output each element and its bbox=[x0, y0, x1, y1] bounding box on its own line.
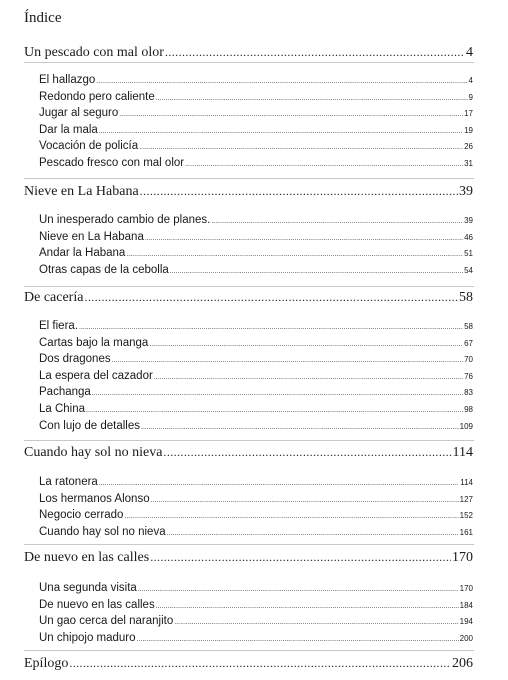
dot-leader bbox=[137, 633, 459, 647]
section-entry[interactable] bbox=[39, 123, 473, 139]
section-entry-page-number: 58 bbox=[464, 322, 473, 331]
section-entry-page-number: 152 bbox=[459, 511, 473, 520]
section-entry-page-number: 98 bbox=[464, 405, 473, 414]
dot-leader bbox=[149, 338, 463, 352]
dot-leader bbox=[211, 215, 463, 229]
section-entry-title: Nieve en La Habana bbox=[39, 231, 144, 243]
dot-leader bbox=[138, 583, 459, 597]
section-entry-page-number: 70 bbox=[464, 355, 473, 364]
dot-leader bbox=[141, 421, 459, 435]
chapter-entry-title: Epílogo bbox=[24, 656, 69, 671]
section-entry[interactable] bbox=[39, 73, 473, 89]
dot-leader bbox=[99, 477, 459, 491]
section-entry-page-number: 46 bbox=[464, 233, 473, 242]
section-entry[interactable] bbox=[39, 263, 473, 279]
section-entry[interactable] bbox=[39, 336, 473, 352]
dot-leader bbox=[86, 404, 463, 418]
section-entry-title: Pachanga bbox=[39, 386, 91, 398]
chapter-entry[interactable] bbox=[24, 44, 473, 61]
section-entry[interactable] bbox=[39, 213, 473, 229]
chapter-divider bbox=[24, 286, 474, 287]
section-entry-title: Redondo pero caliente bbox=[39, 91, 155, 103]
section-entry-page-number: 4 bbox=[468, 76, 473, 85]
chapter-entry-title: Cuando hay sol no nieva bbox=[24, 445, 163, 460]
chapter-divider bbox=[24, 62, 474, 63]
section-entry-title: Los hermanos Alonso bbox=[39, 493, 150, 505]
chapter-divider bbox=[24, 178, 474, 179]
section-entry-page-number: 51 bbox=[464, 249, 473, 258]
section-entry[interactable] bbox=[39, 492, 473, 508]
chapter-entry[interactable] bbox=[24, 289, 473, 306]
dot-leader bbox=[124, 510, 458, 524]
section-entry[interactable] bbox=[39, 419, 473, 435]
section-entry-page-number: 9 bbox=[468, 93, 473, 102]
dot-leader bbox=[170, 265, 463, 279]
section-entry-page-number: 76 bbox=[464, 372, 473, 381]
chapter-entry-title: De nuevo en las calles bbox=[24, 550, 150, 565]
chapter-entry[interactable] bbox=[24, 183, 473, 200]
chapter-divider bbox=[24, 440, 474, 441]
section-entry-title: Una segunda visita bbox=[39, 582, 137, 594]
section-entry-title: Negocio cerrado bbox=[39, 509, 124, 521]
section-entry-title: Cuando hay sol no nieva bbox=[39, 526, 166, 538]
section-entry[interactable] bbox=[39, 106, 473, 122]
section-entry-page-number: 19 bbox=[464, 126, 473, 135]
dot-leader bbox=[79, 321, 463, 335]
dot-leader bbox=[96, 75, 467, 89]
dot-leader bbox=[156, 92, 468, 106]
section-entry-title: Un chipojo maduro bbox=[39, 632, 136, 644]
chapter-divider bbox=[24, 544, 474, 545]
dot-leader bbox=[163, 444, 451, 461]
dot-leader bbox=[167, 527, 459, 541]
section-entry-title: Un gao cerca del naranjito bbox=[39, 615, 174, 627]
section-entry[interactable] bbox=[39, 631, 473, 647]
dot-leader bbox=[140, 183, 458, 200]
chapter-entry-page-number: 170 bbox=[452, 550, 473, 565]
section-entry-title: El hallazgo bbox=[39, 74, 96, 86]
section-entry[interactable] bbox=[39, 156, 473, 172]
section-entry-title: La ratonera bbox=[39, 476, 98, 488]
section-entry-title: La espera del cazador bbox=[39, 370, 153, 382]
dot-leader bbox=[99, 125, 463, 139]
chapter-entry-page-number: 58 bbox=[459, 290, 473, 305]
section-entry[interactable] bbox=[39, 385, 473, 401]
section-entry[interactable] bbox=[39, 614, 473, 630]
chapter-entry-page-number: 39 bbox=[459, 184, 473, 199]
chapter-entry[interactable] bbox=[24, 655, 473, 672]
chapter-entry[interactable] bbox=[24, 444, 473, 461]
section-entry[interactable] bbox=[39, 352, 473, 368]
dot-leader bbox=[84, 289, 458, 306]
dot-leader bbox=[174, 616, 458, 630]
section-entry-title: El fiera. bbox=[39, 320, 78, 332]
section-entry-page-number: 54 bbox=[464, 266, 473, 275]
page-title: Índice bbox=[24, 10, 62, 26]
dot-leader bbox=[156, 600, 459, 614]
section-entry-page-number: 170 bbox=[459, 584, 473, 593]
section-entry[interactable] bbox=[39, 139, 473, 155]
dot-leader bbox=[154, 371, 463, 385]
section-entry-title: Pescado fresco con mal olor bbox=[39, 157, 185, 169]
chapter-entry-page-number: 206 bbox=[452, 656, 473, 671]
dot-leader bbox=[69, 655, 451, 672]
dot-leader bbox=[151, 494, 459, 508]
section-entry-page-number: 194 bbox=[459, 617, 473, 626]
section-entry-title: Otras capas de la cebolla bbox=[39, 264, 169, 276]
section-entry-title: Andar la Habana bbox=[39, 247, 126, 259]
section-entry-page-number: 67 bbox=[464, 339, 473, 348]
dot-leader bbox=[145, 232, 463, 246]
section-entry[interactable] bbox=[39, 598, 473, 614]
section-entry-page-number: 109 bbox=[459, 422, 473, 431]
section-entry-page-number: 200 bbox=[459, 634, 473, 643]
section-entry-page-number: 114 bbox=[460, 478, 473, 487]
section-entry-page-number: 161 bbox=[459, 528, 473, 537]
section-entry[interactable] bbox=[39, 369, 473, 385]
section-entry-page-number: 83 bbox=[464, 388, 473, 397]
section-entry-title: De nuevo en las calles bbox=[39, 599, 155, 611]
chapter-entry-page-number: 114 bbox=[452, 445, 473, 460]
section-entry-title: Dar la mala bbox=[39, 124, 98, 136]
section-entry[interactable] bbox=[39, 90, 473, 106]
dot-leader bbox=[185, 158, 463, 172]
section-entry-title: La China bbox=[39, 403, 86, 415]
section-entry[interactable] bbox=[39, 475, 473, 491]
chapter-entry[interactable] bbox=[24, 549, 473, 566]
section-entry-title: Dos dragones bbox=[39, 353, 111, 365]
dot-leader bbox=[139, 141, 463, 155]
section-entry-title: Jugar al seguro bbox=[39, 107, 119, 119]
section-entry-title: Con lujo de detalles bbox=[39, 420, 141, 432]
dot-leader bbox=[165, 44, 465, 61]
section-entry-title: Cartas bajo la manga bbox=[39, 337, 149, 349]
section-entry[interactable] bbox=[39, 581, 473, 597]
section-entry[interactable] bbox=[39, 402, 473, 418]
dot-leader bbox=[119, 108, 463, 122]
section-entry[interactable] bbox=[39, 230, 473, 246]
dot-leader bbox=[150, 549, 451, 566]
chapter-entry-title: Nieve en La Habana bbox=[24, 184, 139, 199]
section-entry-page-number: 17 bbox=[464, 109, 473, 118]
section-entry-title: Un inesperado cambio de planes. bbox=[39, 214, 211, 226]
dot-leader bbox=[92, 387, 463, 401]
chapter-entry-title: De cacería bbox=[24, 290, 84, 305]
section-entry-page-number: 31 bbox=[464, 159, 473, 168]
section-entry[interactable] bbox=[39, 319, 473, 335]
dot-leader bbox=[112, 354, 463, 368]
section-entry-page-number: 127 bbox=[459, 495, 473, 504]
chapter-divider bbox=[24, 650, 474, 651]
section-entry-page-number: 184 bbox=[459, 601, 473, 610]
chapter-entry-title: Un pescado con mal olor bbox=[24, 45, 164, 60]
chapter-entry-page-number: 4 bbox=[466, 45, 473, 60]
section-entry-page-number: 39 bbox=[464, 216, 473, 225]
section-entry[interactable] bbox=[39, 246, 473, 262]
section-entry[interactable] bbox=[39, 508, 473, 524]
section-entry[interactable] bbox=[39, 525, 473, 541]
dot-leader bbox=[126, 248, 463, 262]
section-entry-page-number: 26 bbox=[464, 142, 473, 151]
section-entry-title: Vocación de policía bbox=[39, 140, 139, 152]
